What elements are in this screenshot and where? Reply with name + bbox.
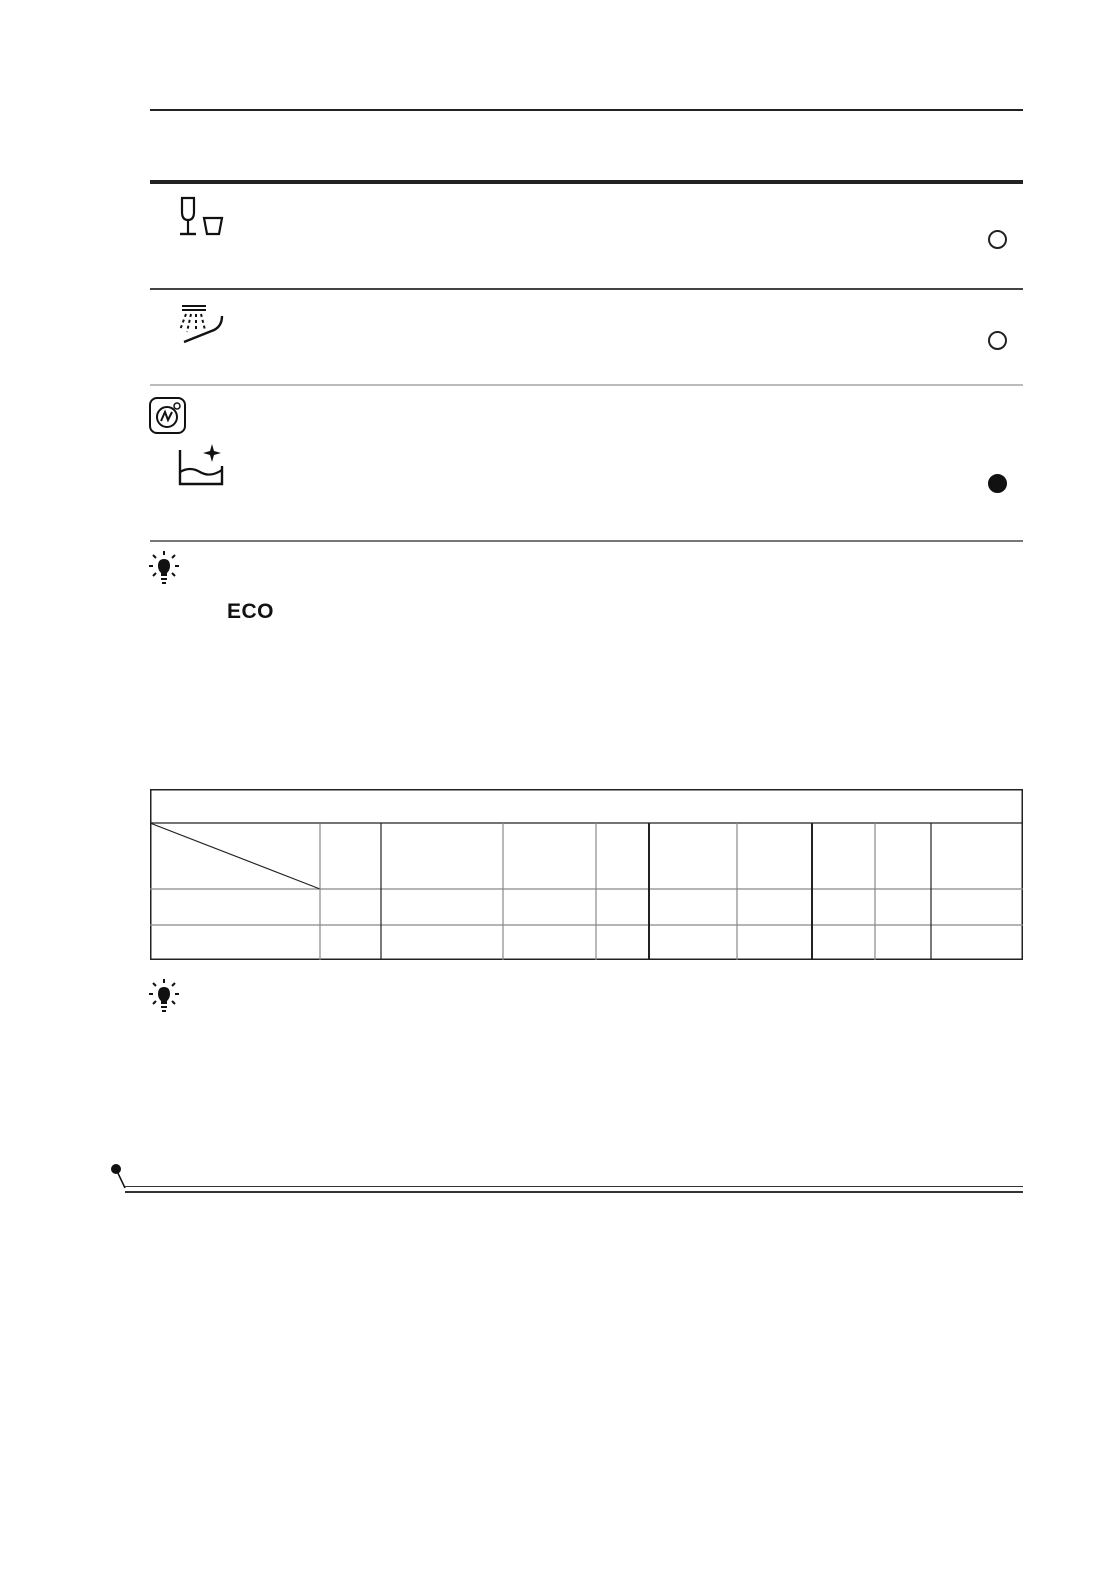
spray-rinse-icon — [176, 304, 228, 353]
eco-label: ECO — [227, 600, 275, 623]
row-divider — [150, 384, 1023, 386]
pin-dot-icon — [108, 1160, 128, 1195]
row-divider — [150, 288, 1023, 290]
header-top-rule — [150, 109, 1023, 111]
option-indicator-water-level — [988, 474, 1007, 493]
footer-rule-top — [125, 1186, 1023, 1187]
option-indicator-glasses — [988, 230, 1007, 249]
option-indicator-spray — [988, 331, 1007, 350]
glass-cups-icon — [176, 196, 228, 243]
lightbulb-icon — [148, 551, 180, 592]
data-table — [150, 789, 1023, 960]
mode-badge-icon — [148, 396, 188, 441]
row-divider — [150, 540, 1023, 542]
table-diagonal — [150, 823, 320, 889]
water-level-sparkle-icon — [176, 442, 228, 493]
lightbulb-icon — [148, 979, 180, 1020]
footer-rule-bottom — [125, 1191, 1023, 1193]
header-bottom-rule — [150, 180, 1023, 184]
